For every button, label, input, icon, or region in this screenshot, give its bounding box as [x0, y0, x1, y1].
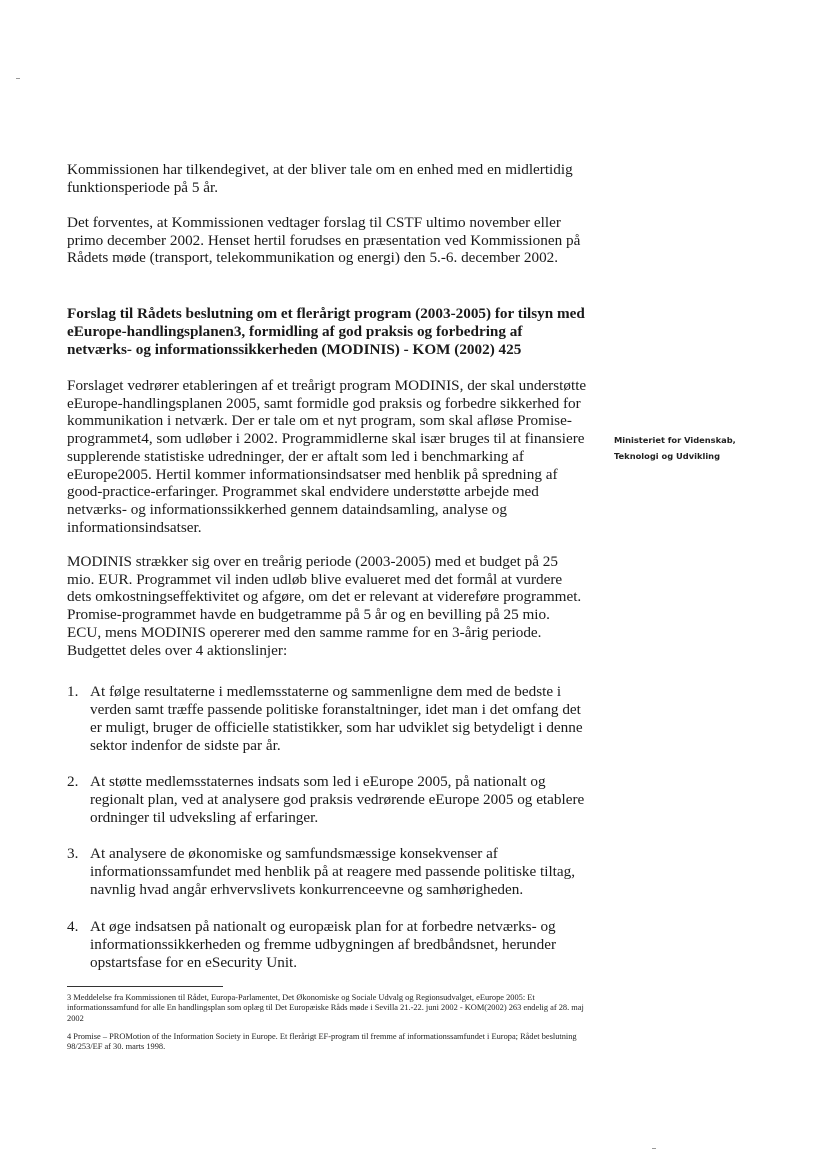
list-item-number: 1. — [67, 683, 79, 700]
list-item — [67, 683, 587, 755]
list-item-text: At øge indsatsen på nationalt og europæisk plan for at forbedre netværks- og informationssikkerheden og fremme udbygningen af bredbåndsnet, herunder opstartsfase for en eSecurity Unit. — [90, 918, 557, 971]
ministry-name-line-2: Teknologi og Udvikling — [614, 451, 721, 461]
footnote-3: 3 Meddelelse fra Kommissionen til Rådet, Europa-Parlamentet, Det Økonomiske og Sociale Udvalg og Regionsudvalget, eEurope 2005: Et informationssamfund for alle En handlingsplan som oplæg til Det Europæiske Råds møde i Sevilla 21.-22. juni 2002 - KOM(2002) 263 endelig af 28. maj 2002 — [67, 993, 584, 1023]
body-paragraph-4: MODINIS strækker sig over en treårig periode (2003-2005) med et budget på 25 mio. EUR. Programmet vil inden udløb blive evalueret med det formål at vurdere dets omkostningseffektivitet og afgøre, om det er relevant at videreføre programmet. Promise-programmet havde en budgetramme på 5 år og en bevilling på 25 mio. ECU, mens MODINIS opererer med den samme ramme for en 3-årig periode. Budgettet deles over 4 aktionslinjer: — [67, 553, 582, 659]
footnote-separator — [67, 986, 223, 987]
footnote-4: 4 Promise – PROMotion of the Information Society in Europe. Et flerårigt EF-program til fremme af informationssamfundet i Europa; Rådet beslutning 98/253/EF af 30. marts 1998. — [67, 1032, 577, 1052]
ministry-sidebar — [614, 432, 814, 464]
list-item — [67, 773, 587, 827]
list-item — [67, 845, 587, 899]
list-item-number: 3. — [67, 845, 79, 862]
ministry-name-line-1: Ministeriet for Videnskab, — [614, 435, 736, 445]
body-paragraph-1: Kommissionen har tilkendegivet, at der bliver tale om en enhed med en midlertidig funktionsperiode på 5 år. — [67, 161, 573, 196]
body-paragraph-2: Det forventes, at Kommissionen vedtager forslag til CSTF ultimo november eller primo december 2002. Henset hertil forudses en præsentation ved Kommissionen på Rådets møde (transport, telekommunikation og energi) den 5.-6. december 2002. — [67, 214, 581, 267]
list-item — [67, 918, 587, 972]
scan-speck — [16, 78, 20, 79]
list-item-number: 4. — [67, 918, 79, 935]
list-item-text: At støtte medlemsstaternes indsats som led i eEurope 2005, på nationalt og regionalt plan, ved at analysere god praksis vedrørende eEurope 2005 og etablere ordninger til udveksling af erfaringer. — [90, 773, 585, 826]
list-item-number: 2. — [67, 773, 79, 790]
list-item-text: At analysere de økonomiske og samfundsmæssige konsekvenser af informationssamfundet med henblik på at reagere med passende politiske tiltag, navnlig hvad angår erhvervslivets konkurrenceevne og samhørigheden. — [90, 845, 576, 898]
scan-speck — [652, 1148, 656, 1149]
list-item-text: At følge resultaterne i medlemsstaterne og sammenligne dem med de bedste i verden samt træffe passende politiske foranstaltninger, idet man i det omfang det er muligt, bruger de officielle statistikker, som har udviklet sig betydeligt i denne sektor indenfor de sidste par år. — [90, 683, 583, 754]
section-heading: Forslag til Rådets beslutning om et flerårigt program (2003-2005) for tilsyn med eEurope-handlingsplanen3, formidling af god praksis og forbedring af netværks- og informationssikkerheden (MODINIS) - KOM (2002) 425 — [67, 305, 585, 358]
body-paragraph-3: Forslaget vedrører etableringen af et treårigt program MODINIS, der skal understøtte eEurope-handlingsplanen 2005, samt formidle god praksis og forbedre sikkerhed for kommunikation i netværk. Der er tale om et nyt program, som skal afløse Promise-programmet4, som udløber i 2002. Programmidlerne skal især bruges til at finansiere supplerende statistiske udredninger, der er aftalt som led i benchmarking af eEurope2005. Hertil kommer informationsindsatser med henblik på spredning af good-practice-erfaringer. Programmet skal endvidere understøtte arbejde med netværks- og informationssikkerhed gennem dataindsamling, analyse og informationsindsatser. — [67, 377, 587, 536]
